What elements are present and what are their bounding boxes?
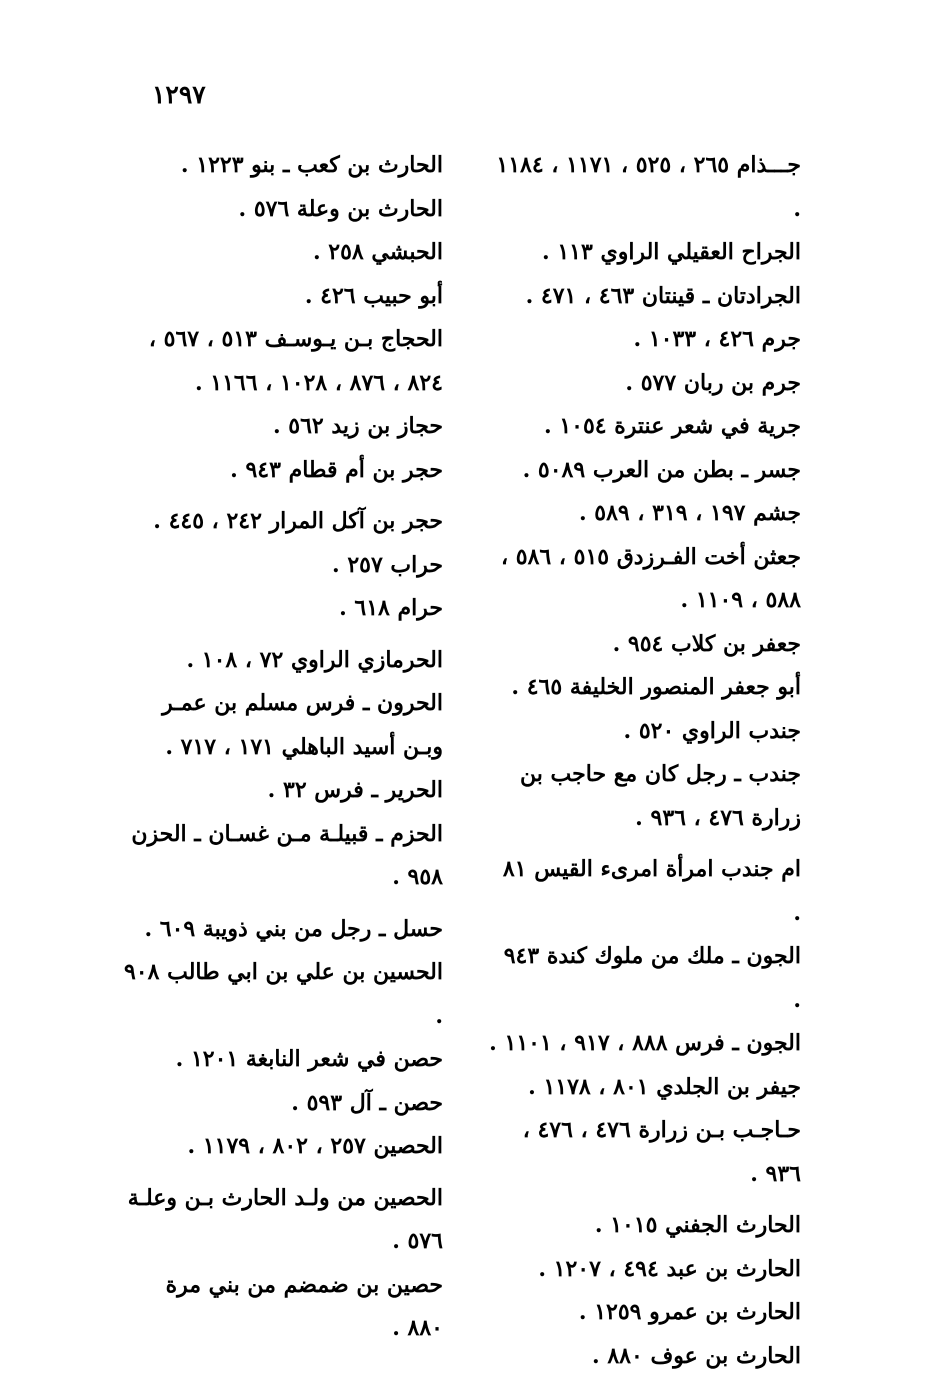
index-entry: جرية في شعر عنترة ١٠٥٤ . — [489, 405, 801, 449]
index-entry: الحارث بن كعب ـ بنو ١٢٢٣ . — [123, 144, 443, 188]
index-entry: الحارث بن وعلة ٥٧٦ . — [123, 188, 443, 232]
index-entry: حصن في شعر النابغة ١٢٠١ . — [123, 1038, 443, 1082]
index-entry: حجر بن آكل المرار ٢٤٢ ، ٤٤٥ . — [123, 500, 443, 544]
index-entry: جرم بن ربان ٥٧٧ . — [489, 362, 801, 406]
index-entry: حصين بن ضمضم من بني مرة ٨٨٠ . — [123, 1264, 443, 1351]
index-entry: جعفر بن كلاب ٩٥٤ . — [489, 623, 801, 667]
index-entry: الجون ـ ملك من ملوك كندة ٩٤٣ . — [489, 935, 801, 1022]
index-entry: الحجاج بـن يـوسـف ٥١٣ ، ٥٦٧ ، ٨٢٤ ، ٨٧٦ ، ١٠٢٨ ، ١١٦٦ . — [123, 318, 443, 405]
index-entry: حجاز بن زيد ٥٦٢ . — [123, 405, 443, 449]
index-entry: الجراح العقيلي الراوي ١١٣ . — [489, 231, 801, 275]
index-entry: الحصين من ولـد الحارث بـن وعلـة ٥٧٦ . — [123, 1177, 443, 1264]
index-entry: حسل ـ رجل من بني ذويبة ٦٠٩ . — [123, 908, 443, 952]
index-entry: الحصين ٢٥٧ ، ٨٠٢ ، ١١٧٩ . — [123, 1125, 443, 1169]
index-entry: حصن ـ آل ٥٩٣ . — [123, 1082, 443, 1126]
index-entry: جـــذام ٢٦٥ ، ٥٢٥ ، ١١٧١ ، ١١٨٤ . — [489, 144, 801, 231]
index-entry: حـاجـب بـن زرارة ٤٧٦ ، ٤٧٦ ، ٩٣٦ . — [489, 1109, 801, 1196]
index-entry: الجرادتان ـ قينتان ٤٦٣ ، ٤٧١ . — [489, 275, 801, 319]
index-entry: جعثن أخت الفـرزدق ٥١٥ ، ٥٨٦ ، ٥٨٨ ، ١١٠٩ . — [489, 536, 801, 623]
index-entry: الحرمازي الراوي ٧٢ ، ١٠٨ . — [123, 639, 443, 683]
index-entry: ام جندب امرأة امرىء القيس ٨١ . — [489, 848, 801, 935]
index-entry: أبو حبيب ٤٢٦ . — [123, 275, 443, 319]
index-entry: الحرون ـ فرس مسلم بن عمـر وبـن أسيد الباهلي ١٧١ ، ٧١٧ . — [123, 682, 443, 769]
index-entry: الجون ـ فرس ٨٨٨ ، ٩١٧ ، ١١٠١ . — [489, 1022, 801, 1066]
index-entry: الحزم ـ قبيلـة مـن غسـان ـ الحزن ٩٥٨ . — [123, 813, 443, 900]
index-entry: جندب الراوي ٥٢٠ . — [489, 710, 801, 754]
index-entry: الحارث بن عوف ٨٨٠ . — [489, 1335, 801, 1378]
index-entry: الحارث بن عبد ٤٩٤ ، ١٢٠٧ . — [489, 1248, 801, 1292]
index-column-right — [489, 144, 801, 1378]
index-entry: الحارث الجفني ١٠١٥ . — [489, 1204, 801, 1248]
index-entry: حراب ٢٥٧ . — [123, 544, 443, 588]
index-entry: الحبشي ٢٥٨ . — [123, 231, 443, 275]
index-entry: الحسين بن علي بن ابي طالب ٩٠٨ . — [123, 951, 443, 1038]
index-entry: جرم ٤٢٦ ، ١٠٣٣ . — [489, 318, 801, 362]
index-entry: جيفر بن الجلدي ٨٠١ ، ١١٧٨ . — [489, 1066, 801, 1110]
index-entry: جسر ـ بطن من العرب ٥٠٨٩ . — [489, 449, 801, 493]
index-entry: الحارث بن عمرو ١٢٥٩ . — [489, 1291, 801, 1335]
index-entry: الحرير ـ فرس ٣٢ . — [123, 769, 443, 813]
index-entry: حرام ٦١٨ . — [123, 587, 443, 631]
index-entry: أبو جعفر المنصور الخليفة ٤٦٥ . — [489, 666, 801, 710]
index-entry: حجر بن أم قطام ٩٤٣ . — [123, 449, 443, 493]
index-entry: جشم ١٩٧ ، ٣١٩ ، ٥٨٩ . — [489, 492, 801, 536]
index-entry: جندب ـ رجل كان مع حاجب بن زرارة ٤٧٦ ، ٩٣٦ . — [489, 753, 801, 840]
page-number: ١٢٩٧ — [152, 80, 206, 109]
index-column-left — [123, 144, 443, 1351]
